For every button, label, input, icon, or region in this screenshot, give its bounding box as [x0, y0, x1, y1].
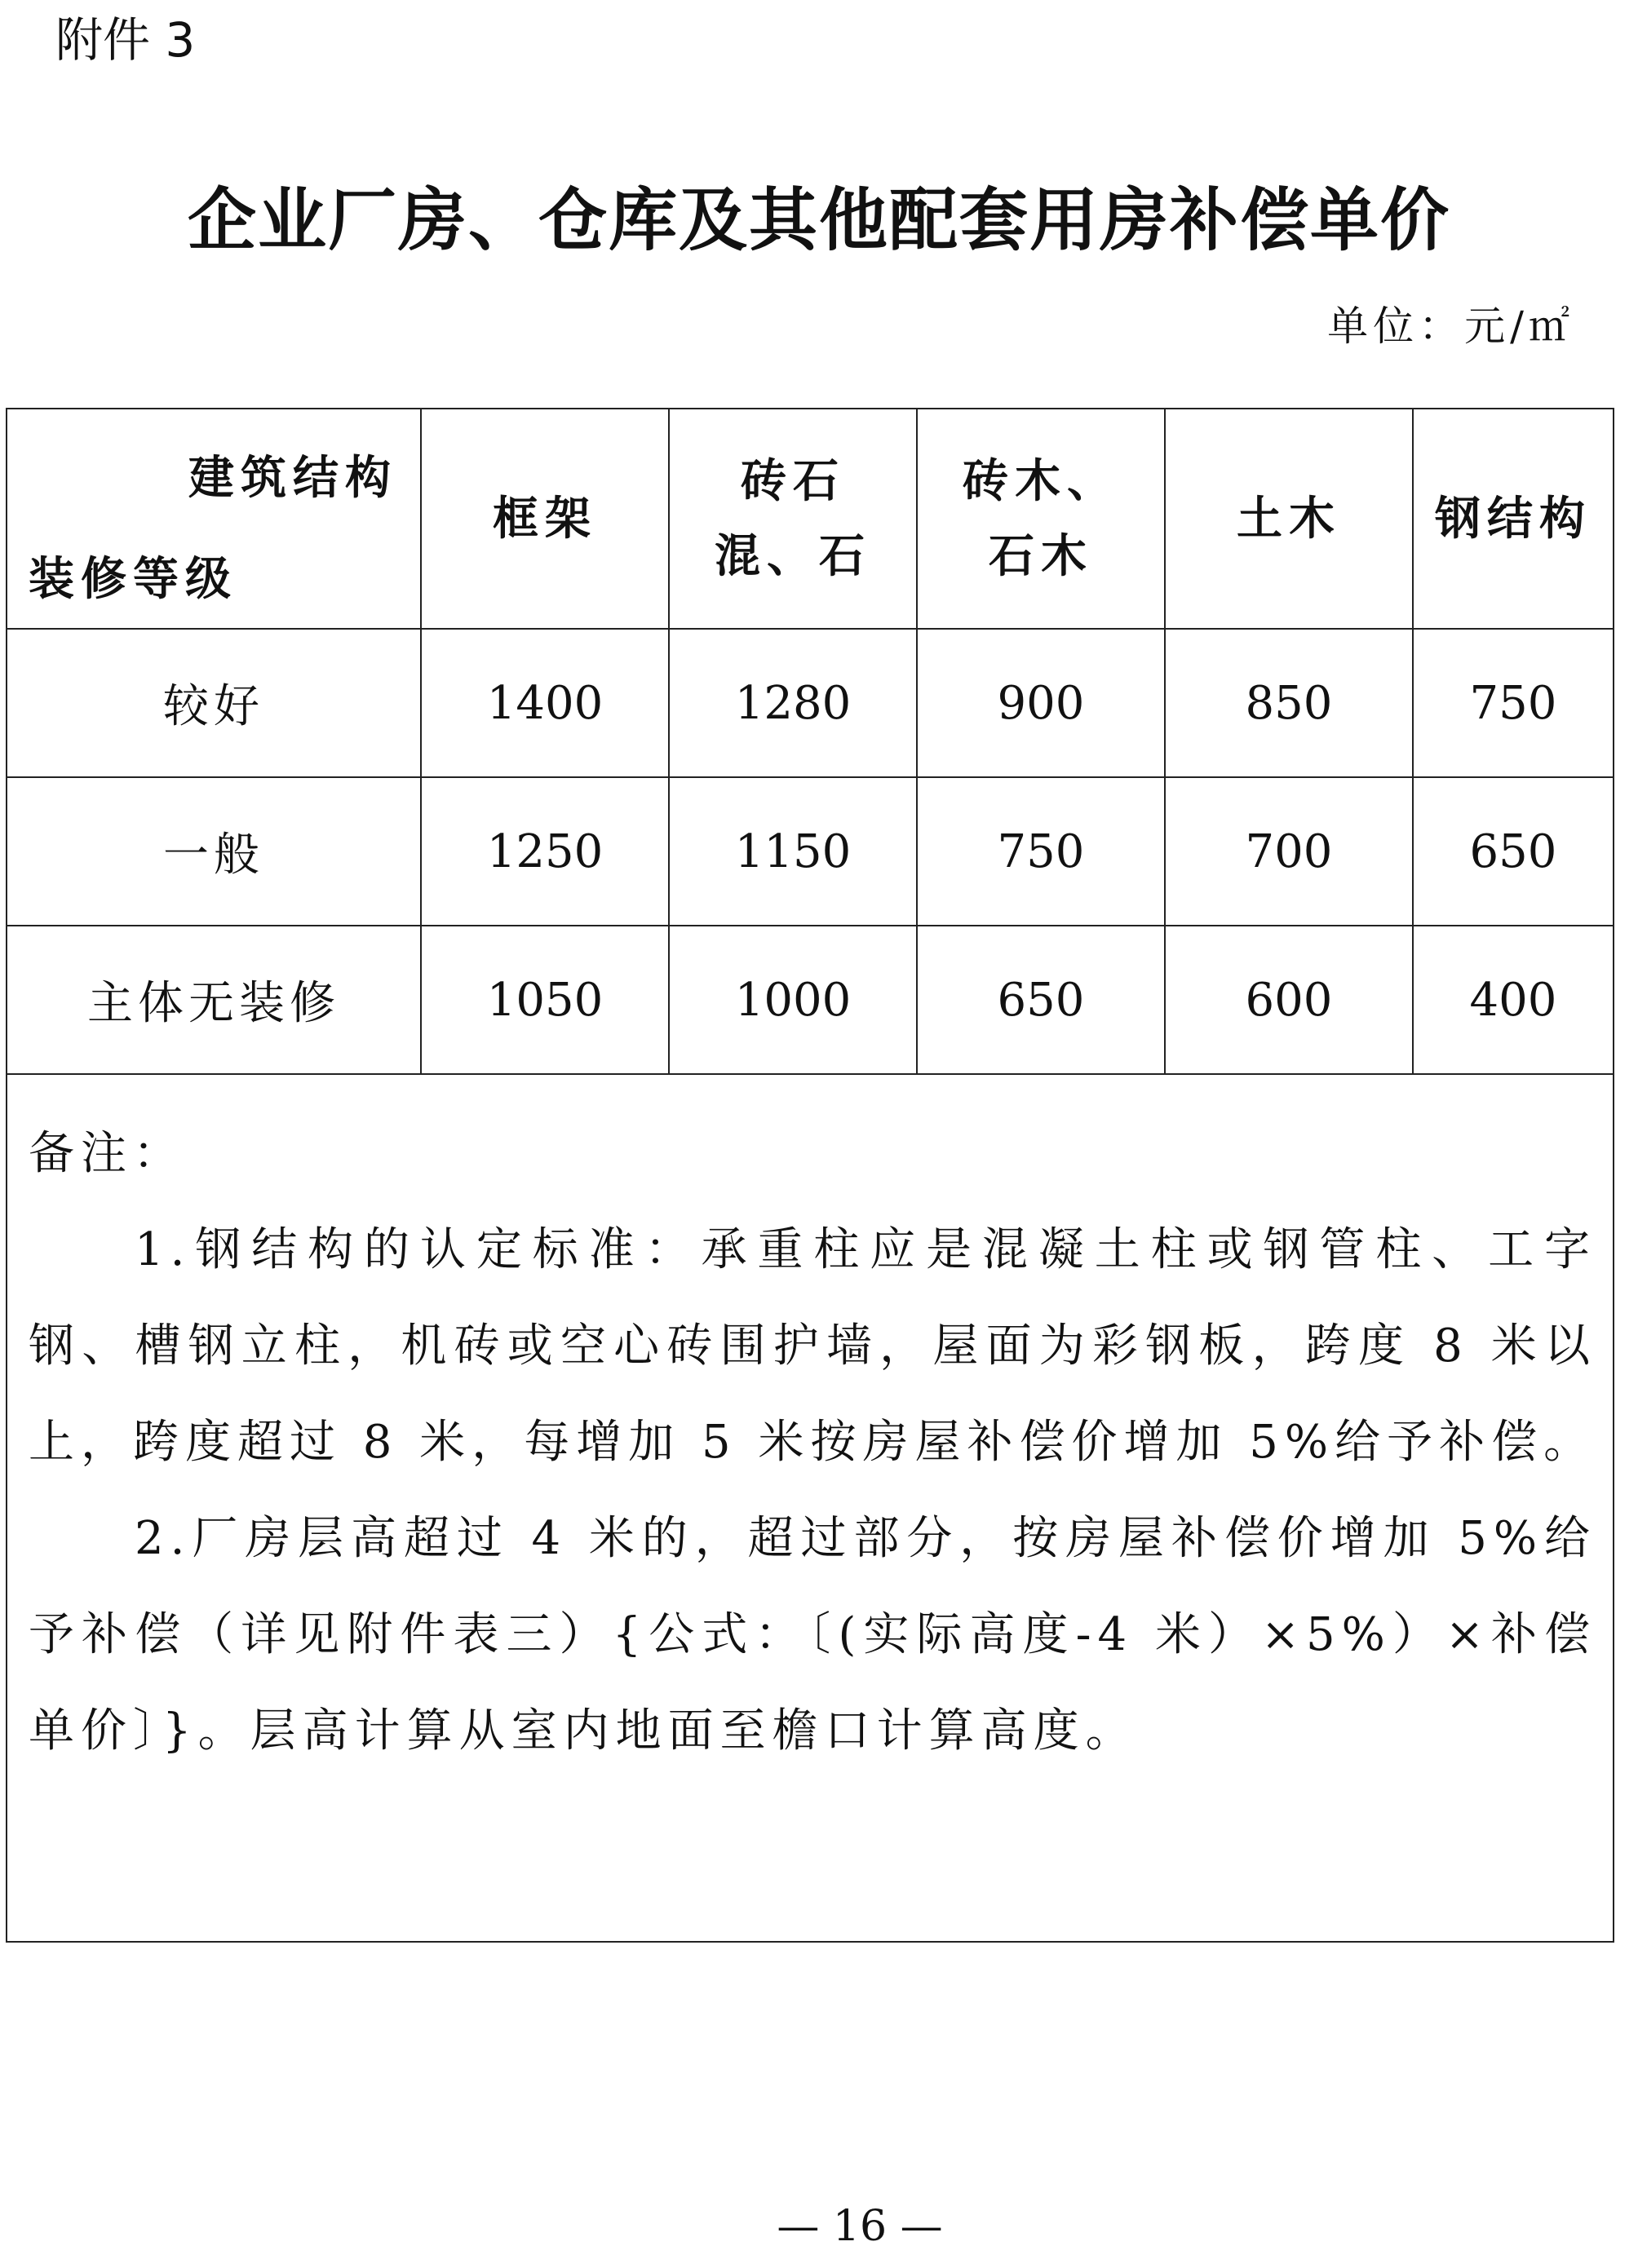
row-label: 较好: [7, 629, 421, 777]
table-row: [7, 777, 1614, 926]
price-table: [6, 408, 1614, 1943]
table-cell: 1150: [669, 777, 917, 926]
table-cell: 1250: [421, 777, 669, 926]
note-item: 2.厂房层高超过 4 米的，超过部分，按房屋补偿价增加 5%给予补偿（详见附件表三）{公式：〔(实际高度-4 米）×5%）×补偿单价〕}。层高计算从室内地面至檐口计算高度。: [29, 1512, 1596, 1757]
attachment-label: 附件 3: [55, 12, 196, 68]
table-cell: 600: [1165, 926, 1413, 1074]
column-header-line: 框架: [493, 492, 597, 546]
table-cell: 700: [1165, 777, 1413, 926]
table-row: [7, 629, 1614, 777]
column-header-line: 混、石: [715, 529, 871, 583]
row-label: 一般: [7, 777, 421, 926]
notes-cell: [7, 1074, 1614, 1942]
corner-header-structure: 建筑结构: [188, 451, 397, 505]
table-header-row: [7, 409, 1614, 629]
table-cell: 850: [1165, 629, 1413, 777]
table-cell: 1050: [421, 926, 669, 1074]
column-header-earth-wood: [1165, 409, 1413, 629]
document-title: 企业厂房、仓库及其他配套用房补偿单价: [187, 180, 1450, 260]
table-cell: 900: [917, 629, 1165, 777]
column-header-steel: [1413, 409, 1614, 629]
table-cell: 400: [1413, 926, 1614, 1074]
table-cell: 1400: [421, 629, 669, 777]
notes-block: [7, 1075, 1613, 1779]
unit-label: 单位：元/㎡: [1327, 303, 1574, 350]
column-header-frame: [421, 409, 669, 629]
note-item: 1.钢结构的认定标准：承重柱应是混凝土柱或钢管柱、工字钢、槽钢立柱，机砖或空心砖围护墙，屋面为彩钢板，跨度 8 米以上，跨度超过 8 米，每增加 5 米按房屋补偿价增加 5%给予补偿。: [29, 1223, 1596, 1469]
column-header-line: 砖木、: [963, 454, 1119, 508]
table-cell: 650: [1413, 777, 1614, 926]
column-header-brick-wood: [917, 409, 1165, 629]
table-cell: 750: [917, 777, 1165, 926]
corner-header-decoration: 装修等级: [29, 552, 237, 606]
table-cell: 650: [917, 926, 1165, 1074]
row-label: 主体无装修: [7, 926, 421, 1074]
column-header-line: 砖石: [741, 454, 845, 508]
page-number: — 16 —: [777, 2202, 943, 2251]
table-cell: 1000: [669, 926, 917, 1074]
notes-row: [7, 1074, 1614, 1942]
table-row: [7, 926, 1614, 1074]
column-header-line: 钢结构: [1435, 492, 1592, 546]
corner-header-cell: [7, 409, 421, 629]
column-header-line: 石木: [989, 529, 1093, 583]
table-cell: 1280: [669, 629, 917, 777]
notes-title: 备注：: [29, 1127, 185, 1180]
table-cell: 750: [1413, 629, 1614, 777]
column-header-line: 土木: [1237, 492, 1341, 546]
column-header-brick-stone: [669, 409, 917, 629]
